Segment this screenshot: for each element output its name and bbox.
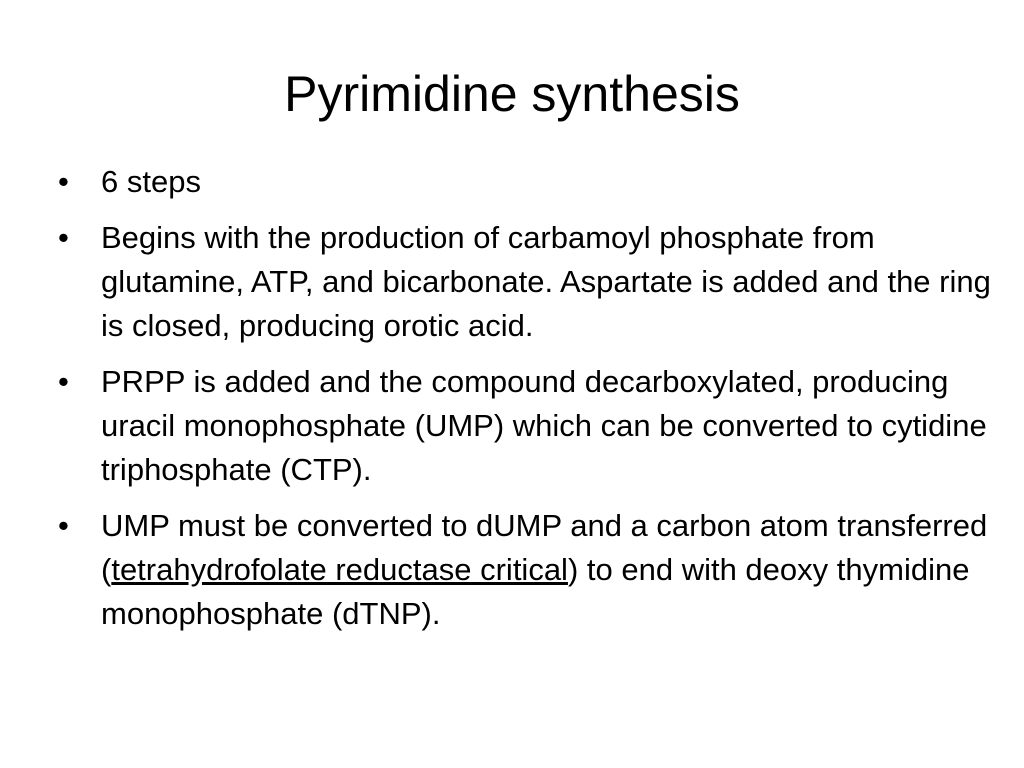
bullet-item-prpp (54, 360, 994, 492)
bullet-item-steps (54, 160, 994, 204)
slide-title: Pyrimidine synthesis (284, 66, 740, 122)
bullet-icon: • (58, 220, 69, 255)
bullet-text-before: UMP must be converted to dUMP and a carbon atom transferred ( (101, 508, 988, 587)
bullet-text-after: ) to end with deoxy thymidine monophosphate (dTNP). (101, 552, 970, 631)
bullet-icon: • (58, 508, 69, 543)
bullet-list (54, 160, 994, 648)
bullet-text: 6 steps (101, 164, 201, 199)
bullet-text: PRPP is added and the compound decarboxylated, producing uracil monophosphate (UMP) which can be converted to cytidine triphosphate (CTP). (101, 364, 987, 487)
tetrahydrofolate-link[interactable]: tetrahydrofolate reductase critical (111, 552, 568, 587)
bullet-icon: • (58, 164, 69, 199)
bullet-item-ump (54, 504, 994, 636)
bullet-item-carbamoyl (54, 216, 994, 348)
bullet-icon: • (58, 364, 69, 399)
bullet-text: Begins with the production of carbamoyl phosphate from glutamine, ATP, and bicarbonate. Aspartate is added and the ring is closed, producing orotic acid. (101, 220, 991, 343)
